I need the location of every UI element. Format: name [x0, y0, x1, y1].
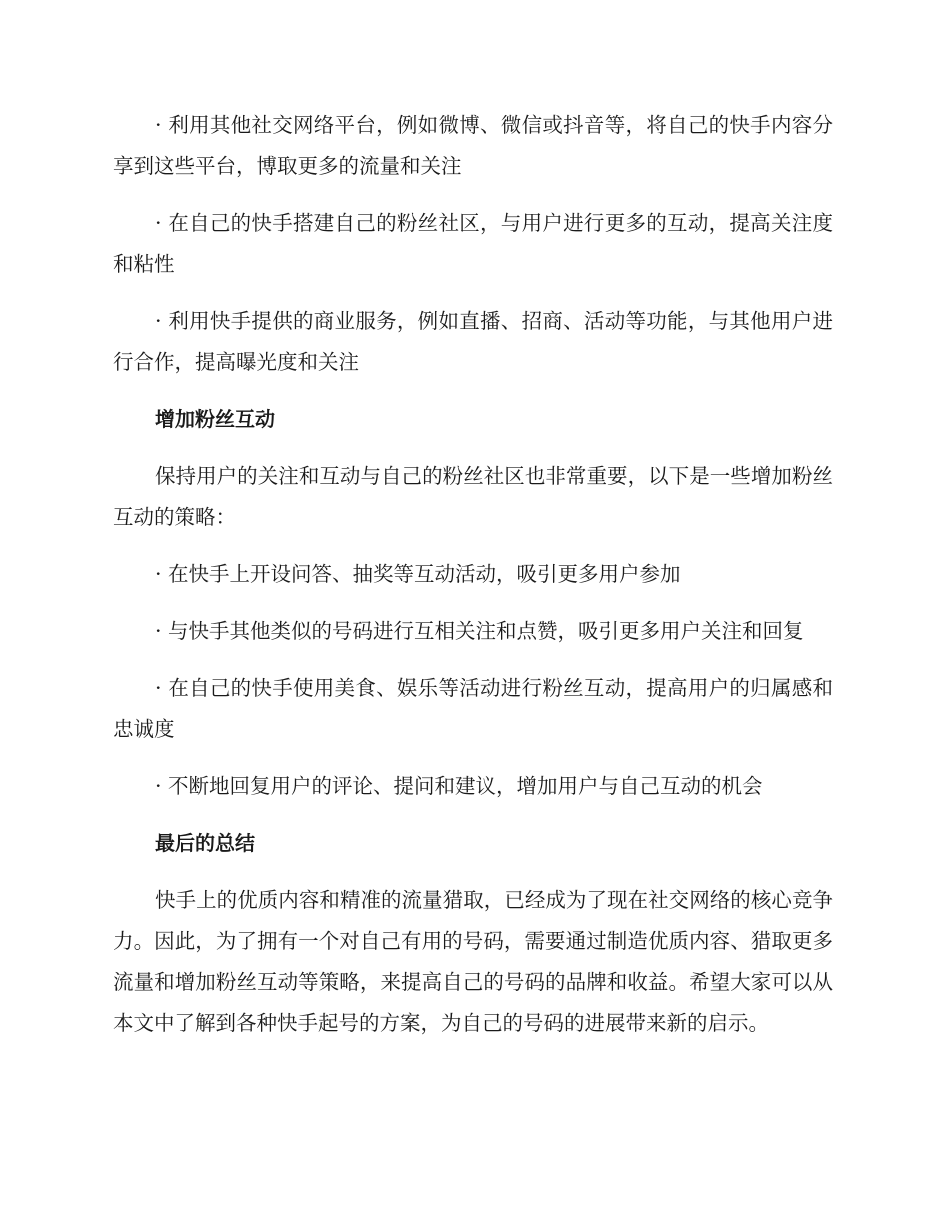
- interaction-section: [113, 399, 833, 807]
- bullet-item: · 在快手上开设问答、抽奖等互动活动，吸引更多用户参加: [155, 562, 681, 586]
- bullet-item: · 在自己的快手搭建自己的粉丝社区，与用户进行更多的互动，提高关注度和粘性: [113, 211, 833, 276]
- bullet-item: · 利用其他社交网络平台，例如微博、微信或抖音等，将自己的快手内容分享到这些平台，博取更多的流量和关注: [113, 113, 833, 178]
- bullet-item: · 与快手其他类似的号码进行互相关注和点赞，吸引更多用户关注和回复: [155, 619, 804, 643]
- section-heading: 最后的总结: [155, 831, 255, 855]
- promotion-list: [113, 105, 833, 383]
- bullet-item: · 在自己的快手使用美食、娱乐等活动进行粉丝互动，提高用户的归属感和忠诚度: [113, 676, 833, 741]
- bullet-item: · 利用快手提供的商业服务，例如直播、招商、活动等功能，与其他用户进行合作，提高曝光度和关注: [113, 309, 833, 374]
- section-intro: 保持用户的关注和互动与自己的粉丝社区也非常重要，以下是一些增加粉丝互动的策略：: [113, 464, 833, 529]
- document-body: [113, 105, 833, 1044]
- summary-section: [113, 823, 833, 1044]
- bullet-item: · 不断地回复用户的评论、提问和建议，增加用户与自己互动的机会: [155, 774, 763, 798]
- section-heading: 增加粉丝互动: [155, 407, 275, 431]
- summary-paragraph: 快手上的优质内容和精准的流量猎取，已经成为了现在社交网络的核心竞争力。因此，为了拥有一个对自己有用的号码，需要通过制造优质内容、猎取更多流量和增加粉丝互动等策略，来提高自己的号码的品牌和收益。希望大家可以从本文中了解到各种快手起号的方案，为自己的号码的进展带来新的启示。: [113, 888, 833, 1035]
